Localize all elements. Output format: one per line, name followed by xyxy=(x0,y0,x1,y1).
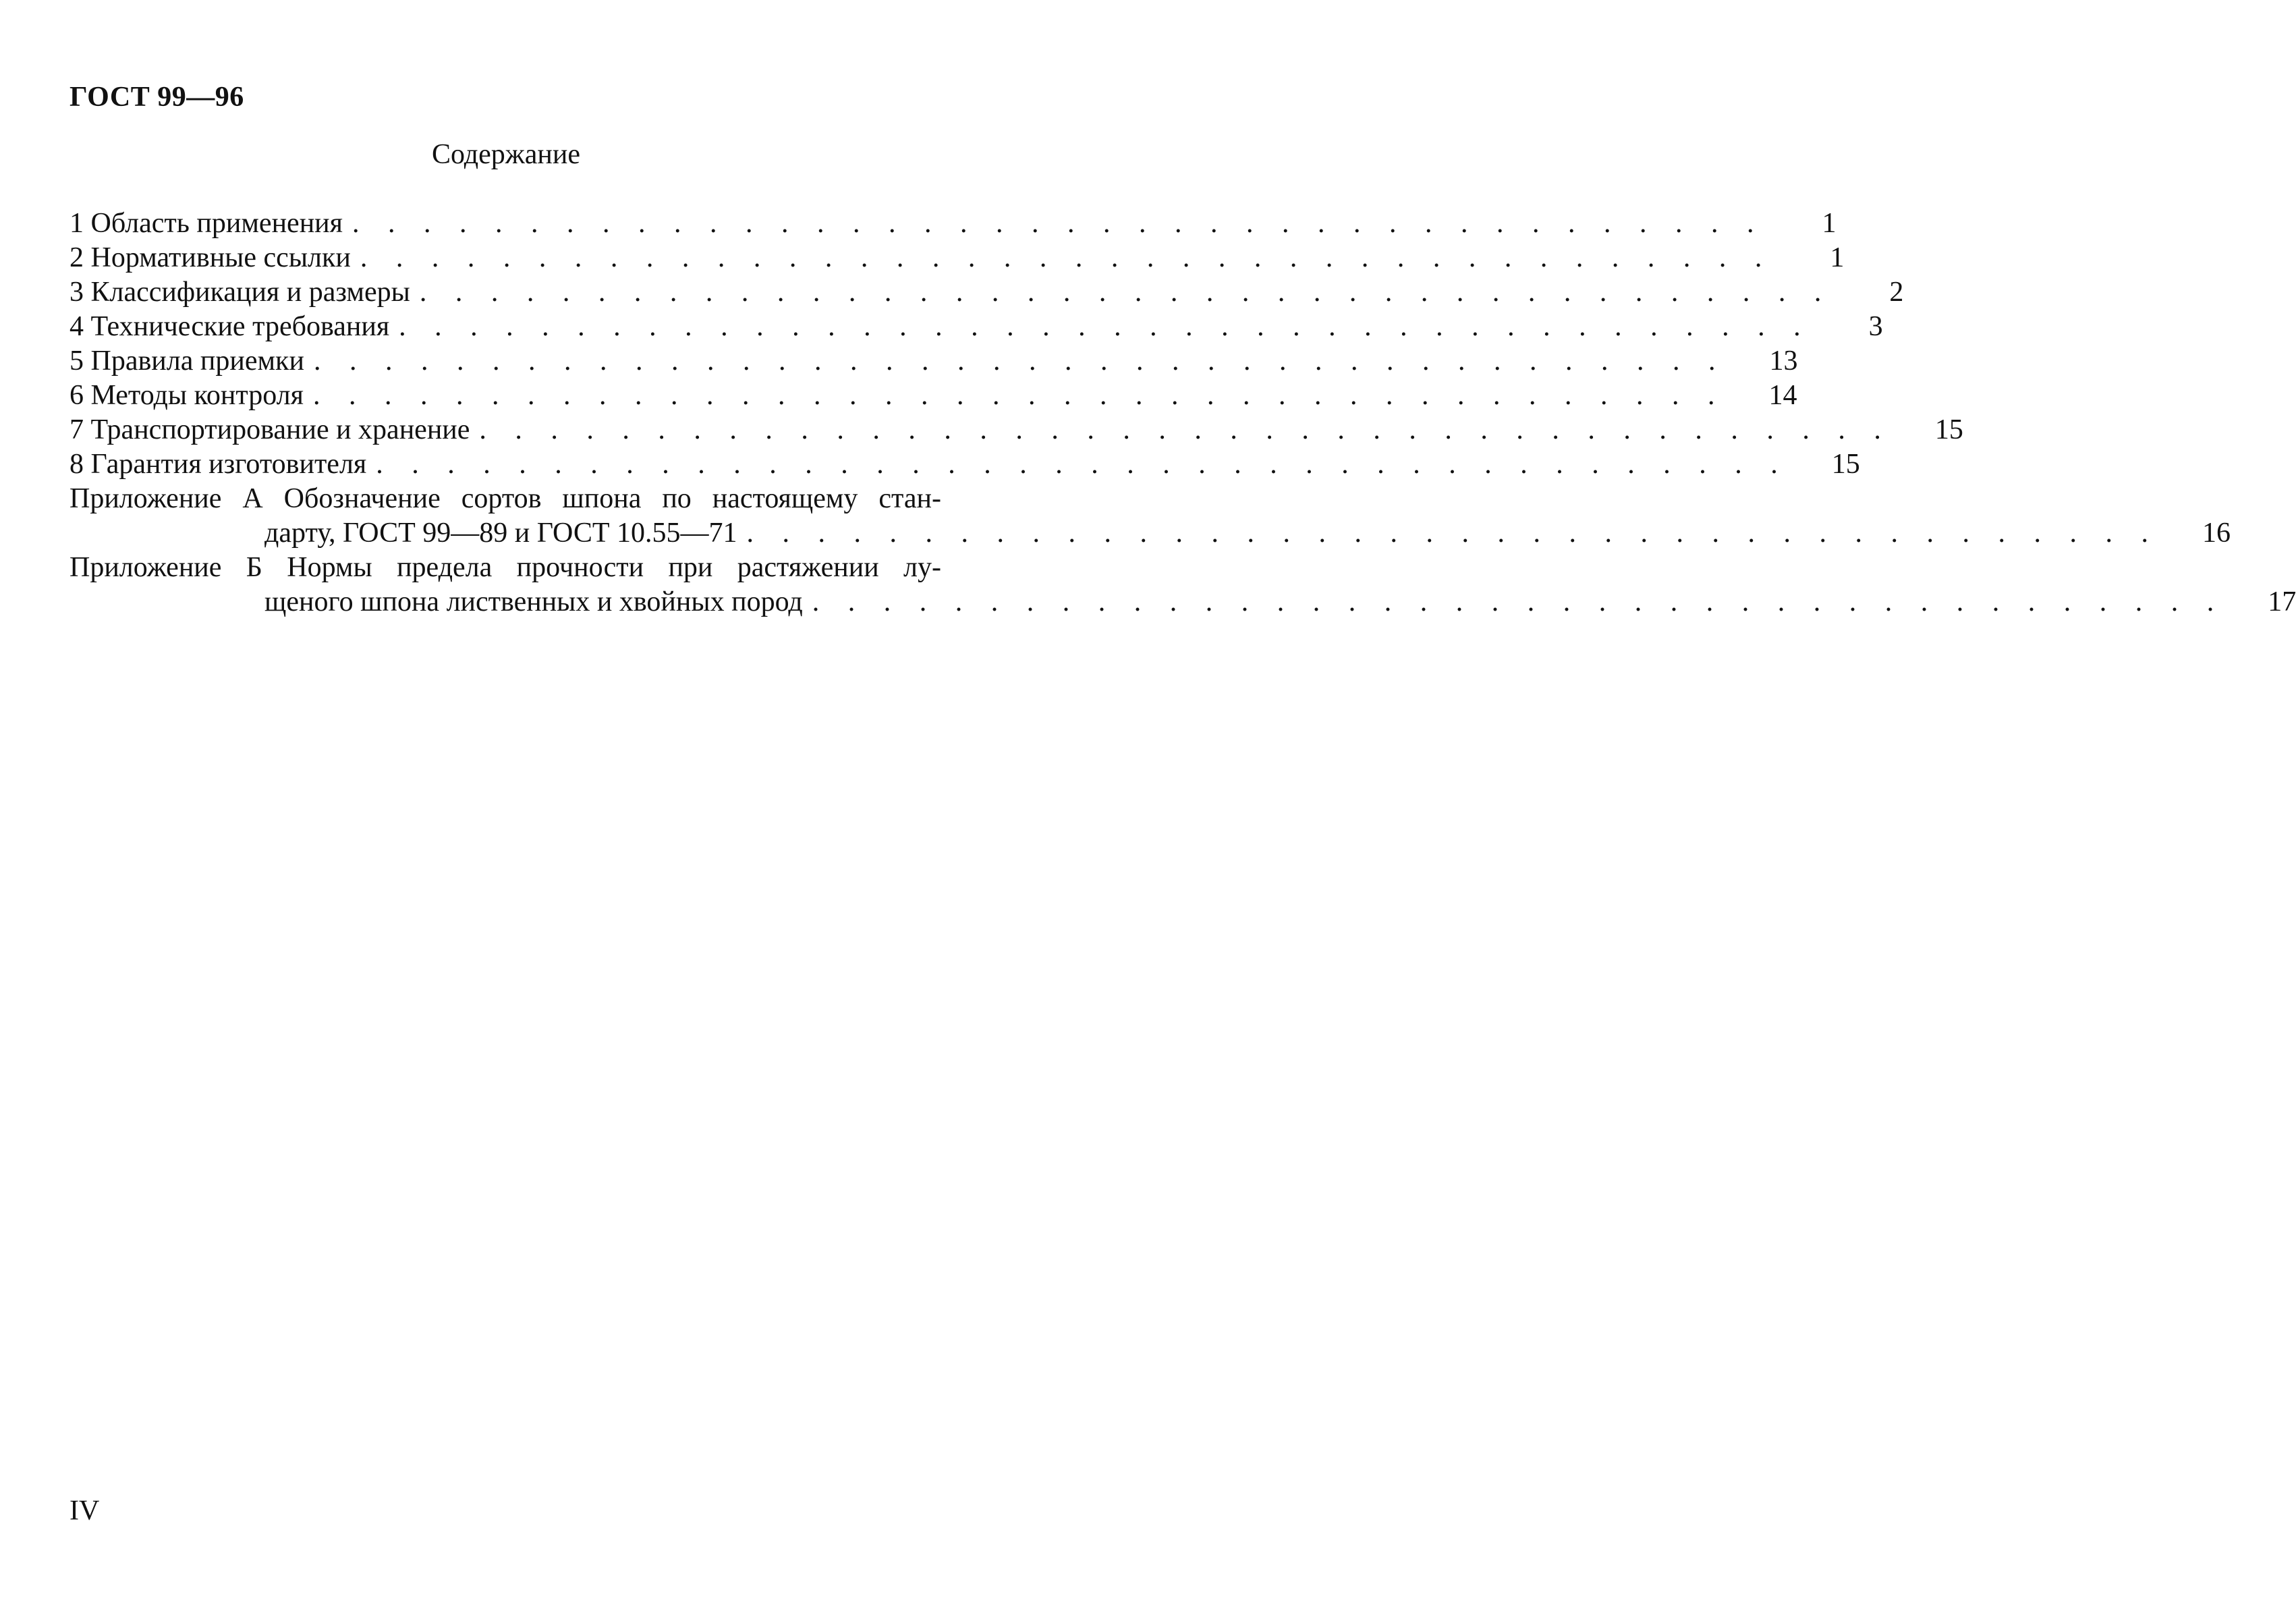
toc-page-number: 1 xyxy=(1830,242,1845,273)
table-of-contents xyxy=(69,206,2296,619)
toc-entry-text: 8 Гарантия изготовителя xyxy=(69,449,367,480)
toc-entry-appendix-a[interactable] xyxy=(69,482,2231,551)
toc-entry-text: Приложение А Обозначение сортов шпона по настоящему стан- xyxy=(69,483,941,514)
toc-entry-text: 1 Область применения xyxy=(69,208,343,239)
toc-entry-5[interactable] xyxy=(69,344,1798,379)
document-code: ГОСТ 99—96 xyxy=(69,82,244,113)
page-number-footer: IV xyxy=(69,1495,100,1526)
toc-entry-text: Приложение Б Нормы предела прочности при растяжении лу- xyxy=(69,552,941,583)
toc-entry-2[interactable] xyxy=(69,241,1845,275)
toc-entry-text: 4 Технические требования xyxy=(69,311,390,342)
toc-page-number: 13 xyxy=(1769,345,1798,377)
toc-entry-8[interactable] xyxy=(69,447,1860,482)
toc-entry-text: 7 Транспортирование и хранение xyxy=(69,414,470,445)
toc-page-number: 15 xyxy=(1934,414,1963,445)
toc-leader-dots: . . . . . . . . . . . . . . . . . . . . . . . . . . . . . . . . . . . . . . . . xyxy=(399,311,1812,342)
toc-leader-dots: . . . . . . . . . . . . . . . . . . . . . . . . . . . . . . . . . . . . . . . . xyxy=(313,345,1727,377)
toc-leader-dots: . . . . . . . . . . . . . . . . . . . . . . . . . . . . . . . . . . . . . . . . xyxy=(812,586,2225,617)
toc-page-number: 3 xyxy=(1868,311,1883,342)
toc-leader-dots: . . . . . . . . . . . . . . . . . . . . . . . . . . . . . . . . . . . . . . . . xyxy=(352,208,1765,239)
toc-page-number: 15 xyxy=(1831,449,1860,480)
toc-page-number: 17 xyxy=(2268,586,2296,617)
toc-title: Содержание xyxy=(431,139,581,170)
toc-page-number: 16 xyxy=(2202,518,2231,549)
toc-entry-appendix-b[interactable] xyxy=(69,551,2296,619)
toc-leader-dots: . . . . . . . . . . . . . . . . . . . . . . . . . . . . . . . . . . . . . . . . xyxy=(419,277,1832,308)
toc-entry-4[interactable] xyxy=(69,310,1883,344)
toc-entry-3[interactable] xyxy=(69,275,1904,310)
toc-page-number: 14 xyxy=(1768,380,1797,411)
toc-entry-6[interactable] xyxy=(69,379,1797,413)
toc-entry-text: 2 Нормативные ссылки xyxy=(69,242,351,273)
toc-entry-7[interactable] xyxy=(69,413,1963,447)
toc-leader-dots: . . . . . . . . . . . . . . . . . . . . . . . . . . . . . . . . . . . . . . . . xyxy=(479,414,1892,445)
toc-leader-dots: . . . . . . . . . . . . . . . . . . . . . . . . . . . . . . . . . . . . . . . . xyxy=(376,449,1789,480)
toc-entry-text-continued: дарту, ГОСТ 99—89 и ГОСТ 10.55—71 xyxy=(264,518,737,549)
toc-entry-text: 5 Правила приемки xyxy=(69,345,304,377)
toc-leader-dots: . . . . . . . . . . . . . . . . . . . . . . . . . . . . . . . . . . . . . . . . xyxy=(312,380,1726,411)
toc-page-number: 1 xyxy=(1822,208,1837,239)
toc-entry-text: 3 Классификация и размеры xyxy=(69,277,410,308)
toc-entry-1[interactable] xyxy=(69,206,1837,241)
toc-leader-dots: . . . . . . . . . . . . . . . . . . . . . . . . . . . . . . . . . . . . . . . . xyxy=(360,242,1773,273)
toc-page-number: 2 xyxy=(1889,277,1904,308)
toc-leader-dots: . . . . . . . . . . . . . . . . . . . . . . . . . . . . . . . . . . . . . . . . xyxy=(746,518,2160,549)
toc-entry-text: 6 Методы контроля xyxy=(69,380,304,411)
toc-entry-text-continued: щеного шпона лиственных и хвойных пород xyxy=(264,586,803,617)
